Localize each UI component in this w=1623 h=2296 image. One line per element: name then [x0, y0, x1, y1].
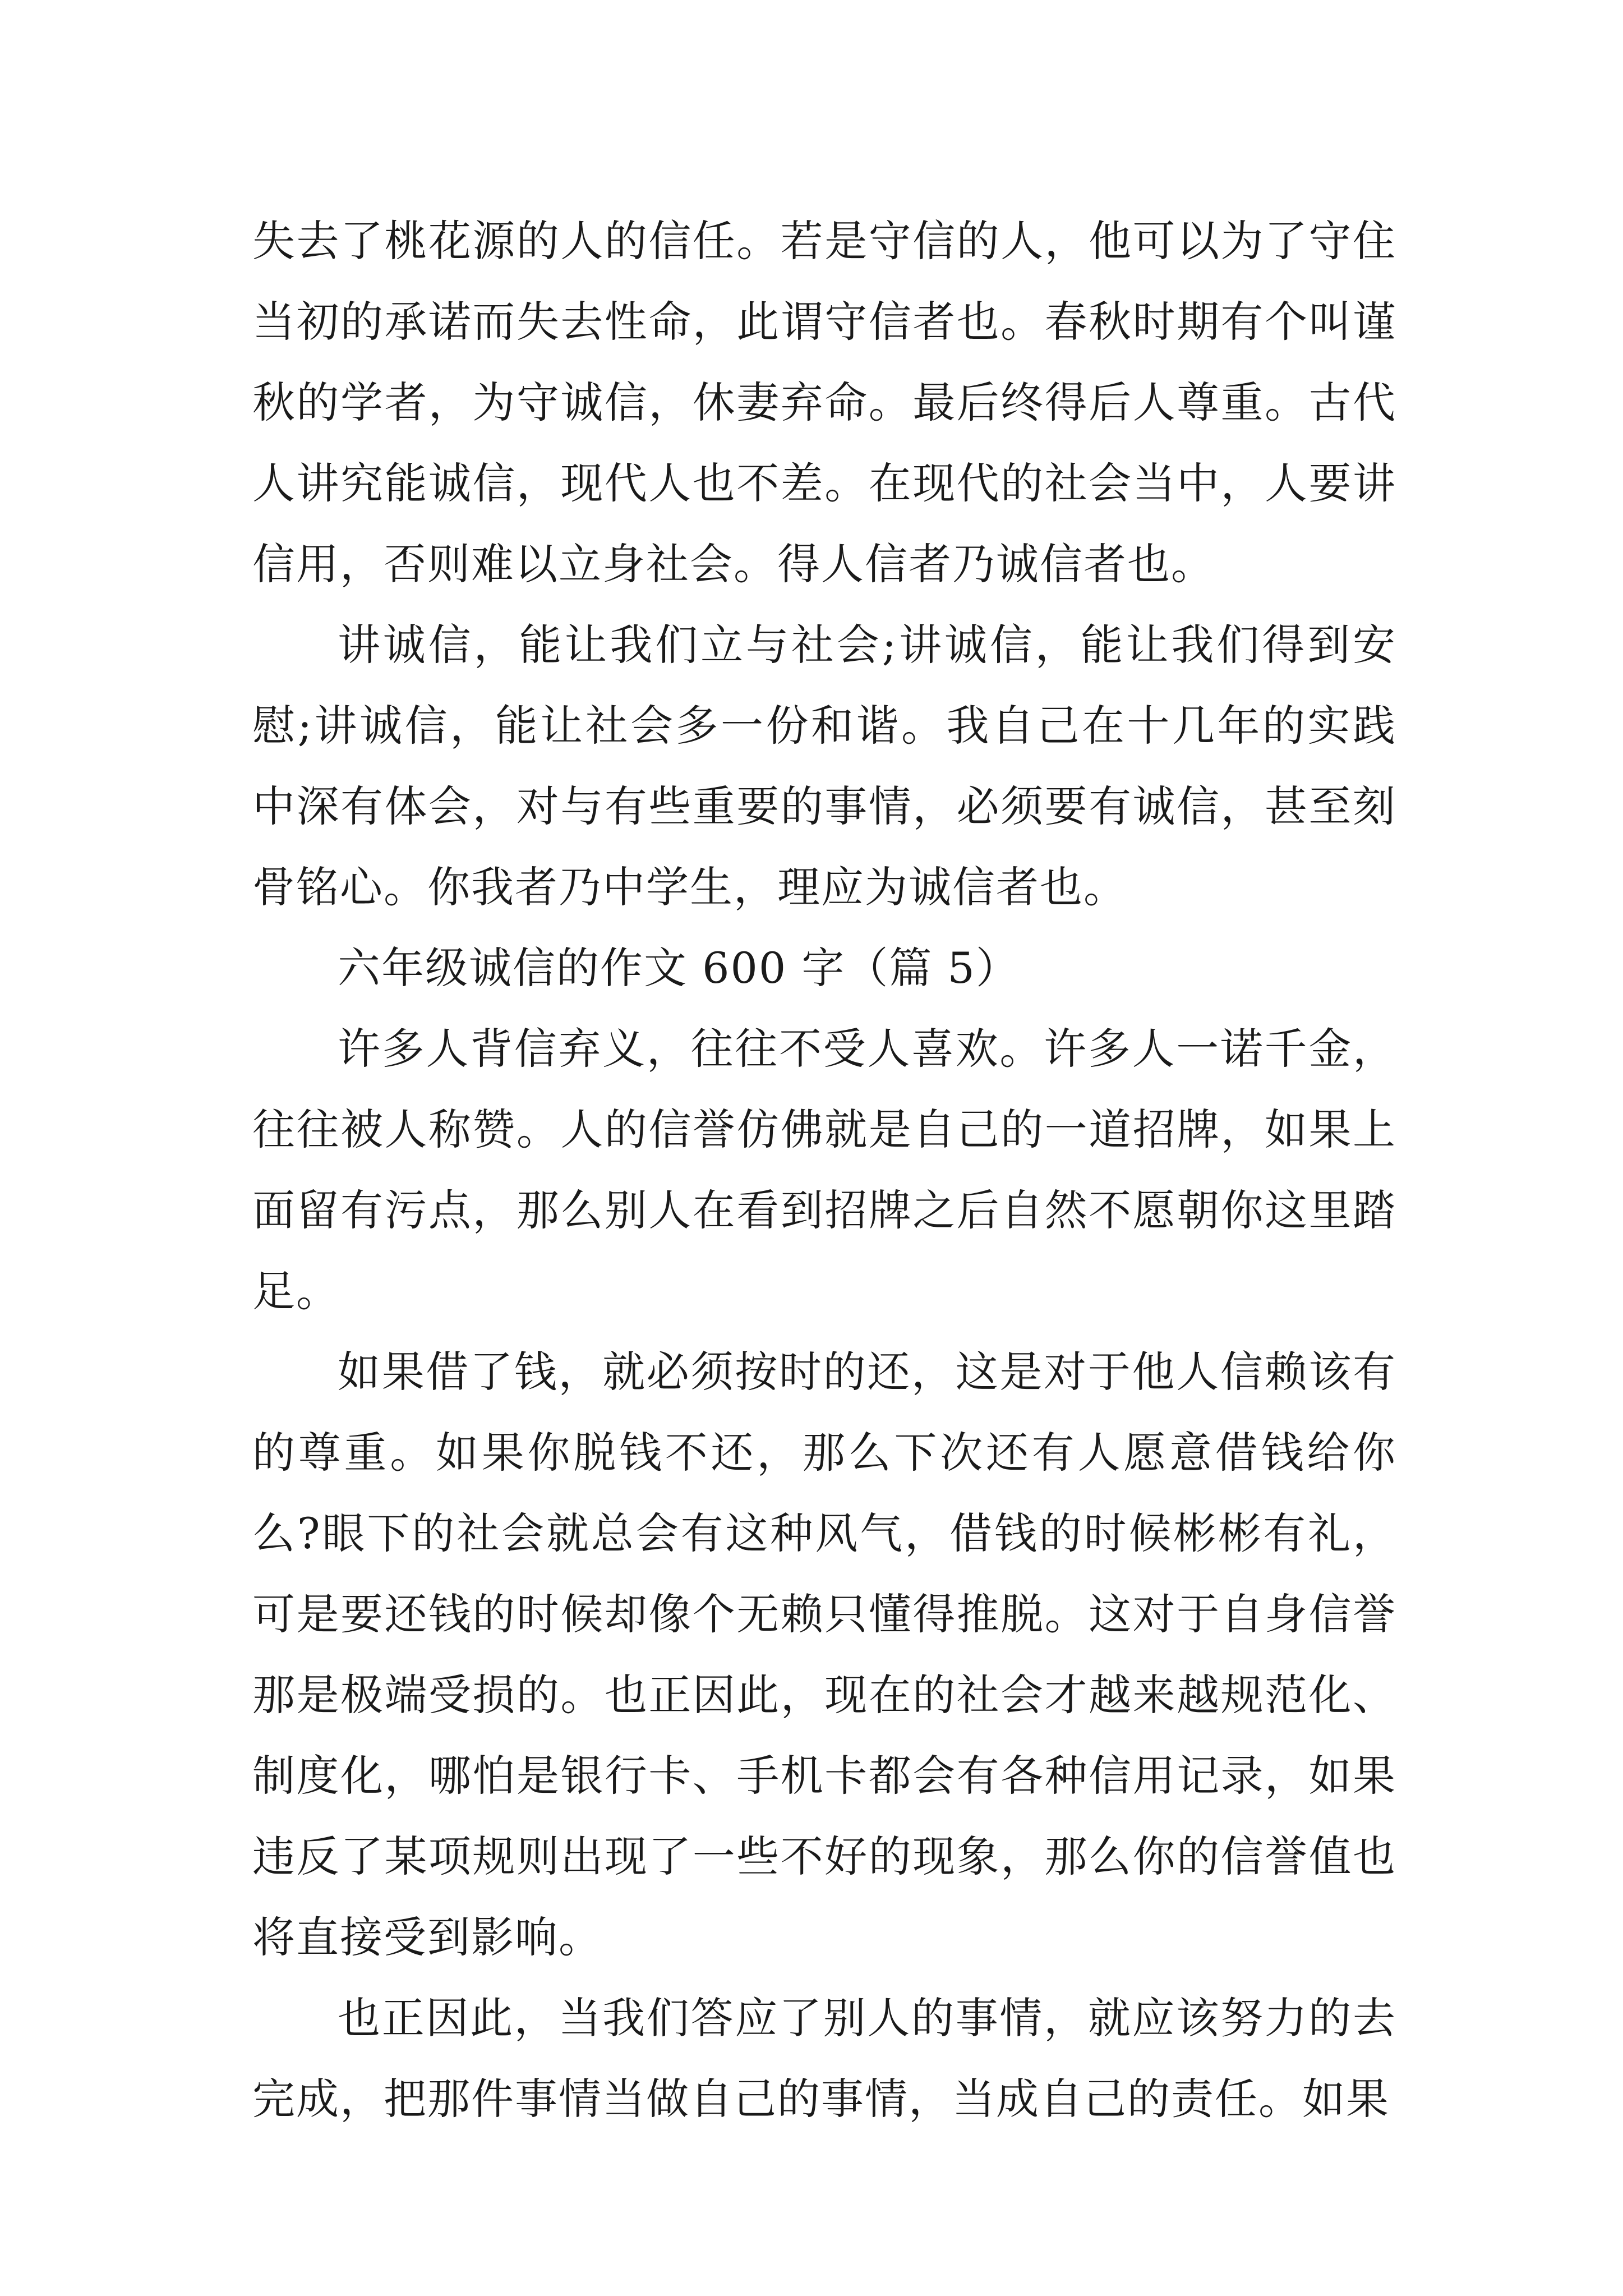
section-heading: 六年级诚信的作文 600 字（篇 5） [338, 943, 1020, 993]
paragraph-3: 许多人背信弃义，往往不受人喜欢。许多人一诺千金，往往被人称赞。人的信誉仿佛就是自己的一道招牌，如果上面留有污点，那么别人在看到招牌之后自然不愿朝你这里踏足。 [252, 1024, 1396, 1316]
paragraph-5: 也正因此，当我们答应了别人的事情，就应该努力的去完成，把那件事情当做自己的事情，当成自己的责任。如果 [252, 1993, 1396, 2124]
document-body [252, 201, 1396, 2139]
paragraph-1: 失去了桃花源的人的信任。若是守信的人，他可以为了守住当初的承诺而失去性命，此谓守信者也。春秋时期有个叫谨秋的学者，为守诚信，休妻弃命。最后终得后人尊重。古代人讲究能诚信，现代人也不差。在现代的社会当中，人要讲信用，否则难以立身社会。得人信者乃诚信者也。 [252, 216, 1396, 589]
paragraph-4: 如果借了钱，就必须按时的还，这是对于他人信赖该有的尊重。如果你脱钱不还，那么下次还有人愿意借钱给你么?眼下的社会就总会有这种风气，借钱的时候彬彬有礼，可是要还钱的时候却像个无赖只懂得推脱。这对于自身信誉那是极端受损的。也正因此，现在的社会才越来越规范化、制度化，哪怕是银行卡、手机卡都会有各种信用记录，如果违反了某项规则出现了一些不好的现象，那么你的信誉值也将直接受到影响。 [252, 1347, 1396, 1962]
paragraph-2: 讲诚信，能让我们立与社会;讲诚信，能让我们得到安慰;讲诚信，能让社会多一份和谐。我自己在十几年的实践中深有体会，对与有些重要的事情，必须要有诚信，甚至刻骨铭心。你我者乃中学生，理应为诚信者也。 [252, 620, 1396, 912]
